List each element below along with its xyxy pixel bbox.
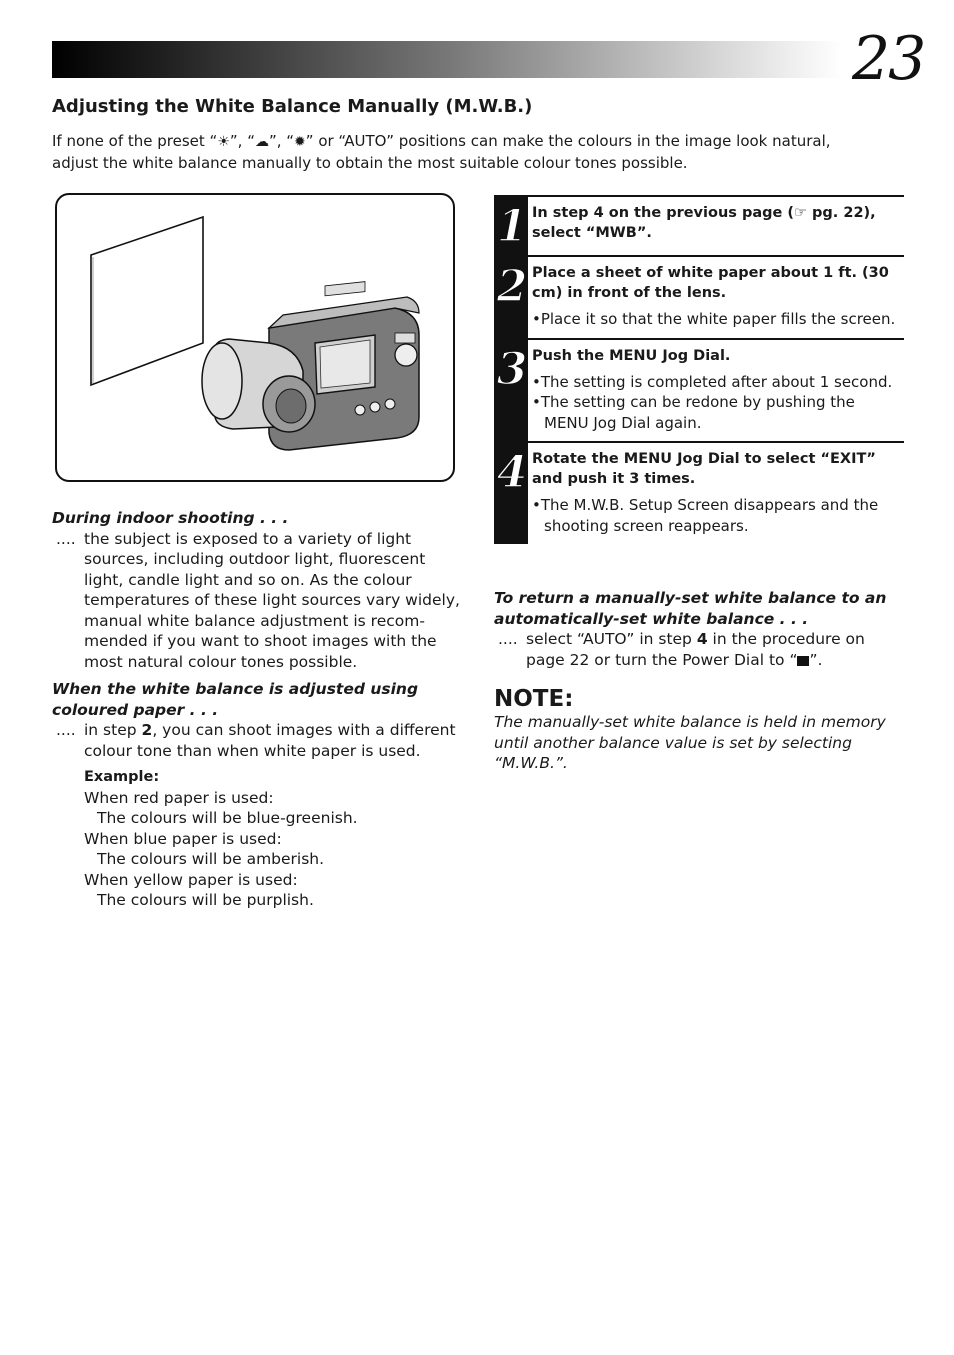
coloured-paper-heading: When the white balance is adjusted using coloured paper . . . (52, 680, 419, 719)
step-1 (494, 195, 904, 255)
step-heading (532, 197, 904, 255)
left-column (52, 508, 462, 911)
return-step-ref: 4 (696, 630, 708, 648)
example-when-yellow: When yellow paper is used: (84, 870, 298, 889)
camcorder-white-paper-illustration (57, 195, 453, 480)
coloured-pre: in step (84, 721, 142, 739)
coloured-post: , you can shoot images with a different colour tone than when white paper is used. (84, 721, 456, 760)
return-mid: in the procedure on page 22 or turn the Power Dial to “ (526, 630, 865, 669)
coloured-step-ref: 2 (141, 721, 153, 739)
note-body: The manually-set white balance is held in memory until another balance value is set by selecting “M.W.B.”. (494, 713, 886, 772)
step-2 (494, 255, 904, 338)
step-4 (494, 441, 904, 544)
jog-dial (395, 344, 417, 366)
leader-dots: .... (56, 721, 76, 739)
step-number: 3 (496, 343, 528, 395)
right-column-notes (494, 588, 904, 774)
step-number: 4 (496, 447, 528, 498)
example-when-red: When red paper is used: (84, 788, 274, 807)
example-result-blue: The colours will be amberish. (97, 850, 325, 868)
cloud-icon: ☁ (254, 134, 269, 150)
indoor-text: the subject is exposed to a variety of light sources, including outdoor light, fluorescent light, candle light and so on. As the colour temperatures of these light sources vary widely, manual white balance adjustment is recom-mended if you want to shoot images with the most natural colour tones possible. (84, 529, 460, 671)
header-gradient-bar (52, 41, 842, 78)
leader-dots: .... (56, 529, 76, 548)
section-title: Adjusting the White Balance Manually (M.W.B.) (52, 96, 533, 117)
step-3 (494, 338, 904, 442)
intro-paragraph (52, 131, 922, 174)
bulb-icon: ✹ (294, 134, 306, 150)
return-post: ”. (809, 650, 823, 669)
example-when-blue: When blue paper is used: (84, 829, 282, 848)
return-pre: select “AUTO” in step (526, 630, 697, 648)
illustration-frame (55, 193, 455, 482)
intro-text-3: adjust the white balance manually to obtain the most suitable colour tones possible. (52, 154, 688, 172)
white-paper-sheet (91, 217, 203, 385)
return-heading: To return a manually-set white balance to an automatically-set white balance . . . (494, 589, 887, 628)
example-label: Example: (84, 769, 160, 785)
indoor-paragraph (52, 529, 462, 673)
step-bullet: •Place it so that the white paper fills the screen. (532, 310, 896, 328)
steps-list (494, 195, 904, 544)
step-1-head-pre: In step 4 on the previous page ( (532, 205, 794, 221)
return-paragraph (494, 629, 904, 670)
step-heading: Rotate the MENU Jog Dial to select “EXIT” and push it 3 times. (532, 451, 876, 487)
coloured-paper-paragraph (52, 720, 462, 761)
sun-icon: ☀ (217, 134, 230, 150)
intro-text-1: If none of the preset “ (52, 132, 218, 150)
step-heading: Push the MENU Jog Dial. (532, 347, 731, 364)
note-title: NOTE: (494, 686, 574, 712)
step-1-head-post: pg. 22), select “MWB”. (532, 205, 876, 241)
step-number: 1 (496, 201, 528, 252)
step-heading: Place a sheet of white paper about 1 ft. (30 cm) in front of the lens. (532, 265, 889, 301)
step-bullet: •The setting is completed after about 1 second. (532, 372, 893, 391)
step-bullet: •The M.W.B. Setup Screen disappears and the shooting screen reappears. (532, 496, 879, 535)
example-result-yellow: The colours will be purplish. (97, 891, 314, 909)
intro-sep-1: ”, “ (229, 132, 255, 150)
leader-dots: .... (498, 630, 518, 648)
indoor-heading: During indoor shooting . . . (52, 509, 289, 527)
step-bullet: •The setting can be redone by pushing the MENU Jog Dial again. (532, 393, 855, 432)
pointing-hand-icon: ☞ (794, 205, 807, 221)
page-number: 23 (852, 24, 925, 94)
camera-mode-icon (797, 656, 809, 666)
step-number: 2 (496, 261, 528, 312)
intro-text-2: ” or “AUTO” positions can make the colours in the image look natural, (305, 132, 831, 150)
intro-sep-2: ”, “ (268, 132, 295, 150)
example-result-red: The colours will be blue-greenish. (97, 809, 358, 827)
